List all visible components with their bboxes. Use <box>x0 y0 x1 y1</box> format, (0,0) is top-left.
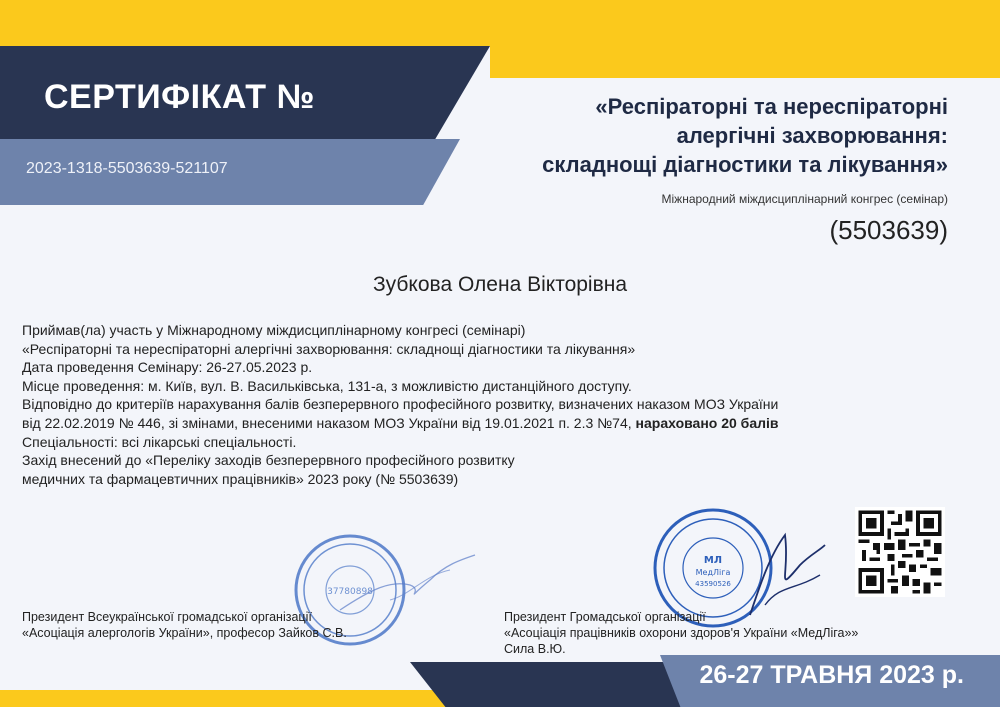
signature-right <box>504 609 858 657</box>
svg-text:37780898: 37780898 <box>327 587 373 597</box>
event-subtitle: Міжнародний міждисциплінарний конгрес (семінар) <box>661 192 948 206</box>
event-title <box>468 92 948 179</box>
body-line: Місце проведення: м. Київ, вул. В. Васильківська, 131-а, з можливістю дистанційного доступу. <box>22 377 632 394</box>
signature-right-org: «Асоціація працівників охорони здоров'я України «МедЛіга»» <box>504 626 859 640</box>
svg-text:МедЛіга: МедЛіга <box>695 568 731 577</box>
signature-left-title: Президент Всеукраїнської громадської організації <box>22 610 312 624</box>
event-title-line: складнощі діагностики та лікування» <box>542 152 948 177</box>
event-title-line: алергічні захворювання: <box>676 123 948 148</box>
event-title-line: «Респіраторні та нереспіраторні <box>595 94 948 119</box>
event-code: (5503639) <box>829 215 948 245</box>
signature-left-icon <box>330 550 480 620</box>
points-awarded: нараховано 20 балів <box>635 414 779 431</box>
certificate-number: 2023-1318-5503639-521107 <box>26 160 228 177</box>
signature-left-name: «Асоціація алергологів України», професор Зайков С.В. <box>22 626 347 640</box>
signature-right-name: Сила В.Ю. <box>504 642 566 656</box>
qr-code-icon[interactable] <box>855 507 945 597</box>
yellow-corner <box>490 0 1000 78</box>
yellow-stripe-bottom <box>0 690 470 707</box>
body-line: «Респіраторні та нереспіраторні алергічні захворювання: складнощі діагностики та лікування» <box>22 340 636 357</box>
body-line-text: від 22.02.2019 № 446, зі змінами, внесеними наказом МОЗ України від 19.01.2021 п. 2.3 №74, <box>22 414 636 431</box>
body-line: медичних та фармацевтичних працівників» 2023 року (№ 5503639) <box>22 470 459 487</box>
svg-text:МЛ: МЛ <box>703 555 723 566</box>
body-line: Відповідно до критеріїв нарахування балів безперервного професійного розвитку, визначених наказом МОЗ України <box>22 396 779 413</box>
signature-left <box>22 609 347 641</box>
body-line: Захід внесений до «Переліку заходів безперервного професійного розвитку <box>22 452 515 469</box>
body-line: Приймав(ла) участь у Міжнародному міждисциплінарному конгресі (семінарі) <box>22 322 526 338</box>
body-line: Спеціальності: всі лікарські спеціальності. <box>22 433 297 450</box>
yellow-stripe-top-left <box>0 0 520 46</box>
signature-right-title: Президент Громадської організації <box>504 610 706 624</box>
certificate-title: СЕРТИФІКАТ № <box>44 78 315 116</box>
participant-name: Зубкова Олена Вікторівна <box>372 273 628 296</box>
certificate-body <box>22 321 982 488</box>
svg-text:43590526: 43590526 <box>695 580 731 588</box>
event-date: 26-27 ТРАВНЯ 2023 р. <box>699 661 964 689</box>
body-line <box>22 414 982 433</box>
body-line: Дата проведення Семінару: 26-27.05.2023 р. <box>22 359 313 376</box>
